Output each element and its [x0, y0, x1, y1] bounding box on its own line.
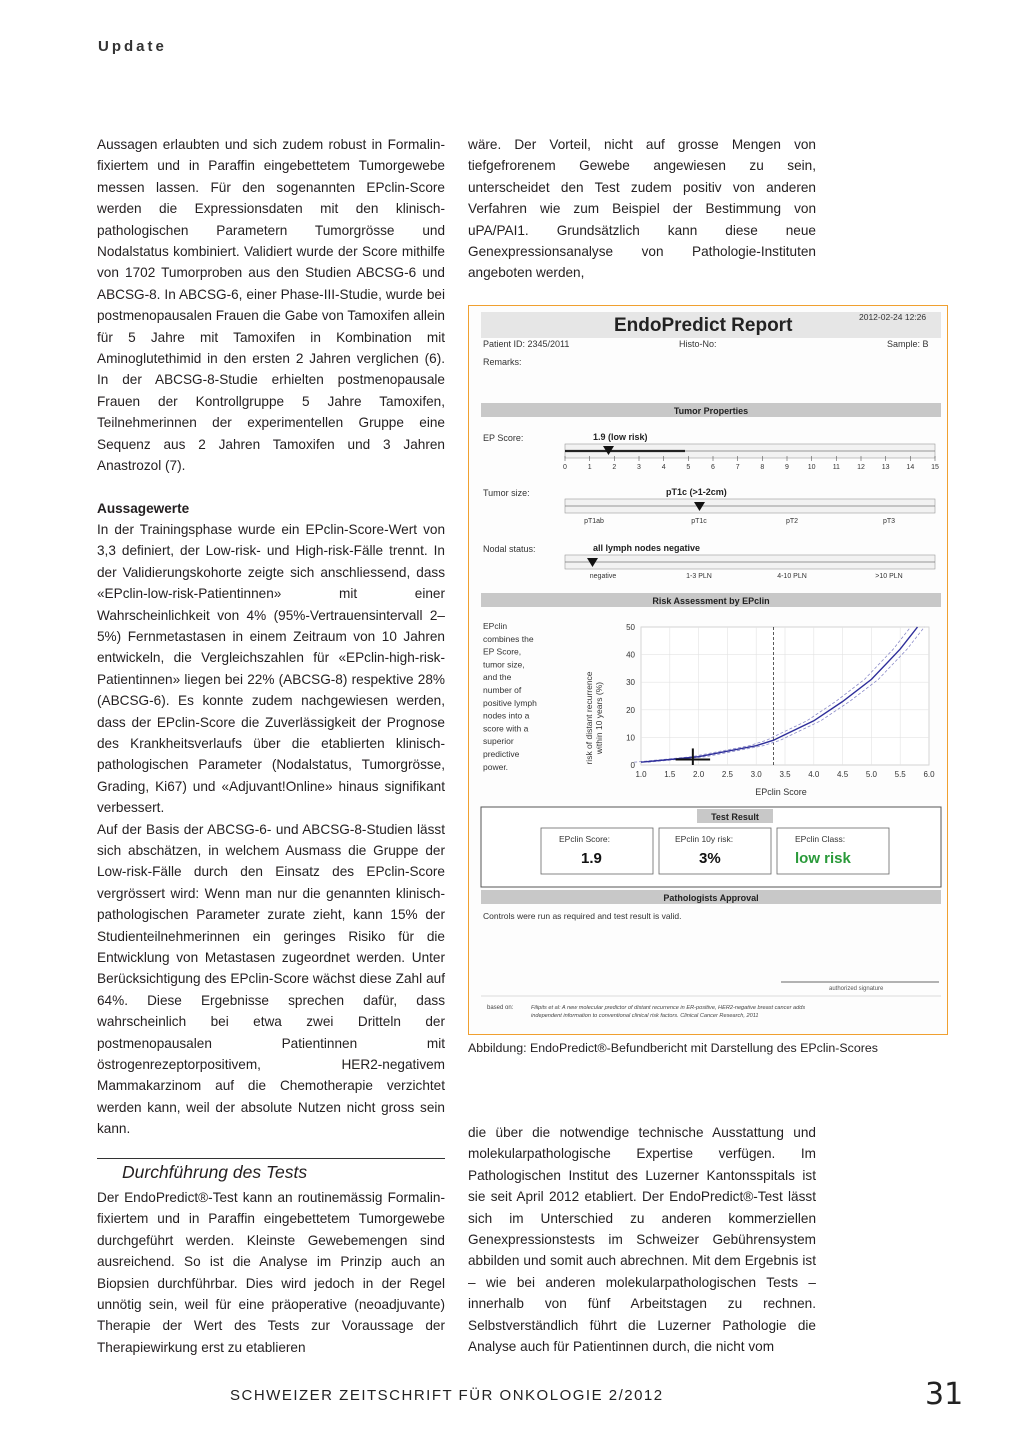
patient-id: Patient ID: 2345/2011: [483, 339, 570, 349]
x-tick-label: 3.0: [750, 770, 762, 779]
risk-description-line: EP Score,: [483, 646, 522, 657]
ep-scale-label: 0: [563, 464, 567, 471]
ep-scale-label: 5: [686, 464, 691, 471]
x-tick-label: 1.5: [664, 770, 676, 779]
ep-scale-label: 12: [857, 464, 865, 471]
figure-caption: Abbildung: EndoPredict®-Befundbericht mit Darstellung des EPclin-Scores: [468, 1041, 878, 1055]
epclin-score-result: 1.9: [581, 850, 602, 867]
running-header: Update: [98, 38, 167, 55]
paragraph: Aussagen erlaubten und sich zudem robust in Formalin-fixiertem und in Paraffin eingebettetem Tumorgewebe messen lassen. Für den sogenannten EPclin-Score werden die Expressionsdaten mit den klinisch-pathologischen Parametern Tumorgrösse und Nodalstatus kombiniert. Validiert wurde der Score mithilfe von 1702 Tumorproben aus den Studien ABCSG-6 und ABCSG-8. In ABCSG-6, einer Phase-III-Studie, wurde bei postmenopausalen Frauen die Gabe von Tamoxifen allein für 5 Jahre mit Tamoxifen in Kombination mit Aminoglutethimid in den ersten 2 Jahren verglichen (6). In der ABCSG-8-Studie erhielten postmenopausale Frauen der Kontrollgruppe 5 Jahre Tamoxifen, Teilnehmerinnen der experimentellen Gruppe eine Sequenz aus 2 Jahren Tamoxifen und 3 Jahren Anastrozol (7).: [97, 137, 445, 474]
tumor-properties-header: Tumor Properties: [673, 406, 749, 416]
ep-scale-label: 15: [931, 464, 939, 471]
based-on-label: based on:: [487, 1005, 514, 1011]
ep-scale-label: 10: [807, 464, 816, 471]
report-title: EndoPredict Report: [614, 315, 793, 336]
tumor-size-scale-label: pT1c: [691, 518, 707, 525]
x-tick-label: 5.5: [894, 770, 906, 779]
remarks: Remarks:: [483, 357, 522, 367]
column-left-top: [97, 134, 445, 1140]
ep-score-label: EP Score:: [483, 433, 524, 443]
y-tick-label: 50: [626, 623, 635, 632]
y-axis-title: [584, 671, 604, 764]
sample: Sample: B: [887, 339, 929, 349]
paragraph: die über die notwendige technische Ausstattung und molekularpathologische Expertise verfügen. Im Pathologischen Institut des Luzerner Kantonsspitals ist sie seit April 2012 etabliert. Der EndoPredict®-Test lässt sich im Unterschied zu anderen kommerziellen Genexpressionstests im Schweizer Gebührensystem abbilden und somit auch abrechnen. Mit dem Ergebnis ist – wie bei anderen molekularpathologischen Tests – innerhalb von fünf Arbeitstagen zu rechnen. Selbstverständlich führt die Luzerner Pathologie die Analyse auch für Patientinnen durch, die nicht vom: [468, 1125, 816, 1355]
epclin-risk-label: EPclin 10y risk:: [675, 834, 734, 844]
ep-scale-label: 7: [735, 464, 740, 471]
x-tick-label: 3.5: [779, 770, 791, 779]
reference-line-2: independent information to conventional clinical risk factors. Clinical Cancer Research, 2011: [531, 1013, 759, 1019]
report-datetime: 2012-02-24 12:26: [859, 312, 927, 322]
x-tick-label: 6.0: [923, 770, 935, 779]
x-tick-label: 5.0: [865, 770, 877, 779]
nodal-status-label: Nodal status:: [483, 544, 536, 554]
y-tick-label: 10: [626, 733, 635, 743]
tumor-size-label: Tumor size:: [483, 488, 530, 498]
nodal-scale-label: 4-10 PLN: [777, 573, 807, 580]
paragraph: In der Trainingsphase wurde ein EPclin-Score-Wert von 3,3 definiert, der Low-risk- und High-risk-Fälle trennt. In der Validierungskohorte zeigte sich anschliessend, dass «EPclin-low-risk-Patientinnen» mit einer Wahrscheinlichkeit von 4% (95%-Vertrauensintervall 2–5%) Fernmetastasen in einem Zeitraum von 10 Jahren entwickeln, die Vergleichszahlen für «EPclin-high-risk-Patientinnen» liegen bei 22% (ABCSG-8) respektive 28% (ABCSG-6). Es konnte zudem nachgewiesen werden, dass der EPclin-Score die Zuverlässigkeit der Prognose des Krankheitsverlaufs über die etablierten klinisch-pathologischen Parameter (Nodalstatus, Tumorgrösse, Grading, Ki67) und «Adjuvant!Online» hinaus signifikant verbessert.: [97, 521, 445, 816]
ep-scale-label: 13: [881, 464, 890, 471]
y-axis-label-2: within 10 years (%): [594, 681, 604, 755]
y-tick-label: 30: [626, 678, 635, 688]
epclin-class-label: EPclin Class:: [795, 834, 846, 844]
ep-scale-label: 2: [612, 464, 617, 471]
ep-scale-label: 9: [785, 464, 789, 471]
y-tick-label: 20: [626, 705, 635, 715]
x-axis-label: EPclin Score: [755, 787, 807, 797]
risk-description-line: number of: [483, 685, 522, 695]
y-axis-label-1: risk of distant recurrence: [584, 671, 594, 765]
tumor-size-scale-label: pT1ab: [584, 518, 604, 525]
nodal-status-value: all lymph nodes negative: [593, 543, 701, 553]
x-tick-label: 4.0: [808, 770, 820, 779]
risk-description-line: positive lymph: [483, 697, 537, 708]
risk-description-line: nodes into a: [483, 710, 530, 721]
endopredict-report-figure: [468, 305, 948, 1035]
risk-assessment-header: Risk Assessment by EPclin: [652, 596, 770, 606]
ep-scale-label: 1: [587, 464, 592, 471]
y-tick-label: 40: [626, 650, 635, 660]
tumor-size-scale: [584, 518, 895, 525]
ep-scale-label: 6: [711, 464, 715, 471]
epclin-risk-result: 3%: [699, 850, 721, 867]
risk-chart: [626, 623, 935, 779]
x-tick-label: 1.0: [635, 770, 647, 779]
ep-scale-label: 8: [760, 464, 765, 471]
risk-description-line: and the: [483, 672, 512, 683]
risk-description-line: tumor size,: [483, 659, 525, 670]
column-right-top: [468, 134, 816, 284]
risk-description-line: score with a: [483, 723, 529, 734]
column-right-bottom: [468, 1122, 816, 1357]
ep-scale-label: 3: [637, 464, 641, 471]
approval-header: Pathologists Approval: [663, 893, 759, 903]
y-tick-label: 0: [630, 761, 635, 770]
paragraph: wäre. Der Vorteil, nicht auf grosse Mengen von tiefgefrorenem Gewebe angewiesen zu sein, unterscheidet den Test zudem positiv von anderen Verfahren wie zum Beispiel der Bestimmung von uPA/PAI1. Grundsätzlich kann diese neue Genexpressionsanalyse von Pathologie-Instituten angeboten werden,: [468, 137, 816, 281]
nodal-scale-label: negative: [589, 573, 617, 580]
journal-footer: SCHWEIZER ZEITSCHRIFT FÜR ONKOLOGIE 2/2012: [230, 1387, 664, 1404]
subheading-aussagewerte: Aussagewerte: [97, 500, 190, 516]
nodal-scale-label: >10 PLN: [875, 573, 903, 580]
risk-description-line: EPclin: [483, 621, 508, 631]
risk-description-line: power.: [483, 761, 509, 772]
tumor-size-value: pT1c (>1-2cm): [666, 487, 727, 497]
x-tick-label: 2.0: [693, 770, 705, 779]
section-title: Durchführung des Tests: [122, 1162, 308, 1182]
epclin-class-result: low risk: [795, 850, 851, 867]
risk-description-line: superior: [483, 736, 514, 747]
signature-label: authorized signature: [829, 986, 884, 992]
ep-scale-label: 4: [661, 464, 666, 471]
risk-description: [483, 621, 537, 772]
tumor-size-scale-label: pT2: [785, 518, 799, 525]
ep-scale-label: 11: [832, 464, 840, 471]
epclin-score-label: EPclin Score:: [559, 834, 611, 844]
paragraph: Auf der Basis der ABCSG-6- und ABCSG-8-Studien lässt sich abschätzen, in welchem Ausmass die Gruppe der Low-risk-Fälle durch den Einsatz des EPclin-Score vergrössert wird: Wenn man nur die genannten klinisch-pathologischen Parameter zurate zieht, kann 15% der Studienteilnehmerinnen ein geringes Risiko für die Entwicklung von Metastasen zugeordnet werden. Unter Berücksichtigung des EPclin-Score wächst diese Zahl auf 64%. Diese Ergebnisse sprechen dafür, dass wahrscheinlich bei etwa zwei Dritteln der postmenopausalen Patientinnen mit östrogenrezeptorpositivem, HER2-negativem Mammakarzinom auf die Chemotherapie verzichtet werden kann, weil der absolute Nutzen nicht gross sein kann.: [97, 821, 445, 1137]
nodal-scale-label: 1-3 PLN: [686, 573, 712, 580]
column-left-bottom: [97, 1187, 445, 1358]
tumor-size-scale-label: pT3: [882, 518, 896, 525]
report-svg: [469, 306, 947, 1034]
nodal-status-scale: [590, 573, 903, 580]
ep-scale-label: 14: [906, 464, 915, 471]
section-rule: [97, 1158, 445, 1159]
page-number: 31: [925, 1377, 964, 1412]
paragraph: Der EndoPredict®-Test kann an routinemässig Formalin-fixiertem und in Paraffin eingebettetem Tumorgewebe durchgeführt werden. Kleinste Gewebemengen sind ausreichend. So ist die Analyse im Prinzip auch an Biopsien durchführbar. Dies wird jedoch in der Regel unnötig sein, weil für eine präoperative (neoadjuvante) Therapie der Wert des Tests zur Voraussage der Therapiewirkung erst zu etablieren: [97, 1190, 445, 1355]
histo-no: Histo-No:: [679, 339, 717, 349]
reference-line-1: Filipits et al: A new molecular predictor of distant recurrence in ER-positive, HER2-negative breast cancer adds: [531, 1005, 806, 1011]
risk-description-line: predictive: [483, 749, 520, 759]
test-result-header: Test Result: [711, 812, 759, 822]
x-tick-label: 2.5: [721, 770, 733, 779]
approval-text: Controls were run as required and test result is valid.: [483, 911, 682, 921]
x-tick-label: 4.5: [837, 770, 849, 779]
ep-score-value: 1.9 (low risk): [593, 432, 648, 442]
risk-description-line: combines the: [483, 633, 534, 644]
